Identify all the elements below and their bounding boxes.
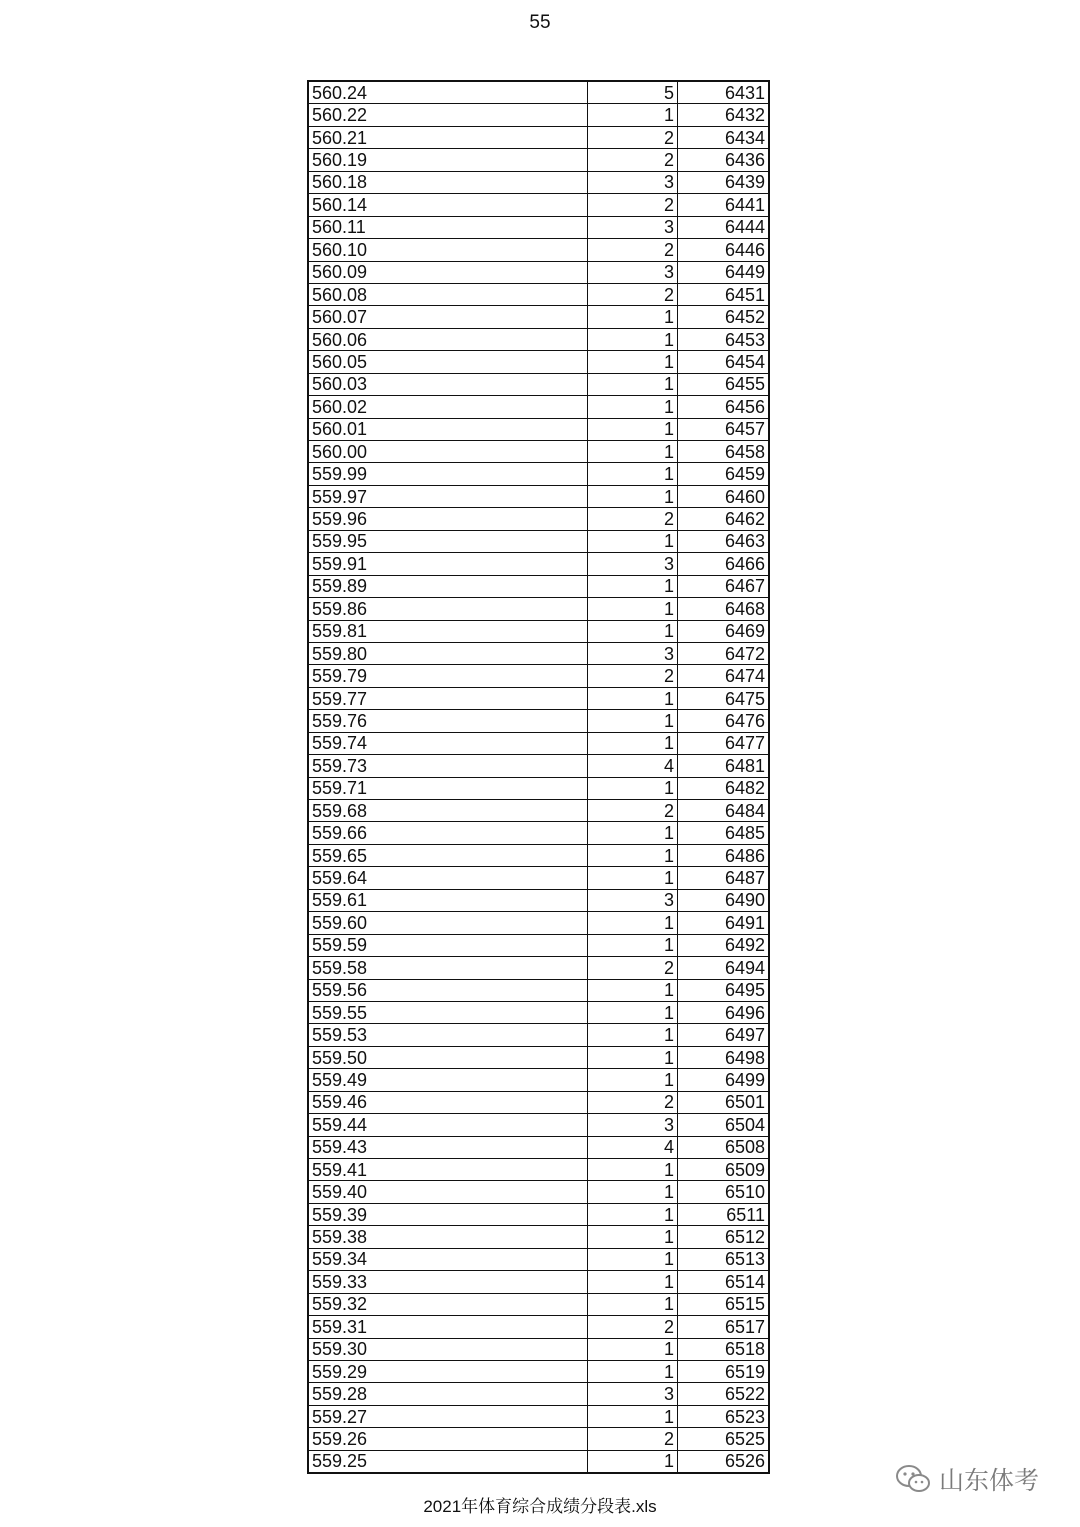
count-cell: 1 (588, 575, 678, 597)
table-row (308, 216, 769, 238)
score-cell: 559.61 (308, 889, 588, 911)
table-row (308, 1159, 769, 1181)
cumulative-cell: 6509 (678, 1159, 770, 1181)
table-row (308, 1338, 769, 1360)
count-cell: 1 (588, 396, 678, 418)
count-cell: 3 (588, 171, 678, 193)
table-row (308, 194, 769, 216)
table-row (308, 441, 769, 463)
count-cell: 1 (588, 867, 678, 889)
table-row (308, 1024, 769, 1046)
cumulative-cell: 6463 (678, 530, 770, 552)
count-cell: 3 (588, 1383, 678, 1405)
table-row (308, 598, 769, 620)
table-row (308, 1001, 769, 1023)
count-cell: 1 (588, 710, 678, 732)
table-row (308, 1316, 769, 1338)
count-cell: 2 (588, 665, 678, 687)
cumulative-cell: 6497 (678, 1024, 770, 1046)
table-row (308, 126, 769, 148)
table-row (308, 351, 769, 373)
cumulative-cell: 6490 (678, 889, 770, 911)
count-cell: 1 (588, 441, 678, 463)
score-cell: 560.07 (308, 306, 588, 328)
score-cell: 559.97 (308, 485, 588, 507)
count-cell: 1 (588, 912, 678, 934)
cumulative-cell: 6474 (678, 665, 770, 687)
score-distribution-table (307, 80, 770, 1474)
table-row (308, 1091, 769, 1113)
score-cell: 559.60 (308, 912, 588, 934)
table-row (308, 1383, 769, 1405)
table-row (308, 642, 769, 664)
count-cell: 1 (588, 979, 678, 1001)
count-cell: 1 (588, 844, 678, 866)
score-cell: 559.46 (308, 1091, 588, 1113)
score-cell: 559.39 (308, 1203, 588, 1225)
cumulative-cell: 6453 (678, 328, 770, 350)
count-cell: 1 (588, 306, 678, 328)
count-cell: 1 (588, 822, 678, 844)
count-cell: 2 (588, 239, 678, 261)
count-cell: 2 (588, 508, 678, 530)
count-cell: 1 (588, 1203, 678, 1225)
cumulative-cell: 6457 (678, 418, 770, 440)
count-cell: 1 (588, 598, 678, 620)
cumulative-cell: 6431 (678, 81, 770, 104)
score-cell: 560.11 (308, 216, 588, 238)
cumulative-cell: 6499 (678, 1069, 770, 1091)
count-cell: 1 (588, 1450, 678, 1473)
score-cell: 560.09 (308, 261, 588, 283)
table-row (308, 1069, 769, 1091)
cumulative-cell: 6477 (678, 732, 770, 754)
cumulative-cell: 6508 (678, 1136, 770, 1158)
count-cell: 1 (588, 1405, 678, 1427)
score-cell: 559.80 (308, 642, 588, 664)
cumulative-cell: 6436 (678, 149, 770, 171)
score-cell: 559.64 (308, 867, 588, 889)
score-cell: 560.21 (308, 126, 588, 148)
cumulative-cell: 6444 (678, 216, 770, 238)
table-row (308, 1114, 769, 1136)
table-row (308, 418, 769, 440)
count-cell: 2 (588, 1428, 678, 1450)
cumulative-cell: 6446 (678, 239, 770, 261)
score-cell: 559.95 (308, 530, 588, 552)
cumulative-cell: 6482 (678, 777, 770, 799)
table-row (308, 1360, 769, 1382)
cumulative-cell: 6469 (678, 620, 770, 642)
table-row (308, 575, 769, 597)
cumulative-cell: 6525 (678, 1428, 770, 1450)
score-cell: 559.53 (308, 1024, 588, 1046)
count-cell: 1 (588, 1271, 678, 1293)
table-row (308, 373, 769, 395)
score-cell: 560.06 (308, 328, 588, 350)
cumulative-cell: 6452 (678, 306, 770, 328)
score-cell: 559.77 (308, 687, 588, 709)
score-cell: 559.73 (308, 755, 588, 777)
count-cell: 2 (588, 283, 678, 305)
table-row (308, 710, 769, 732)
count-cell: 2 (588, 149, 678, 171)
count-cell: 1 (588, 485, 678, 507)
wechat-icon (895, 1464, 931, 1494)
cumulative-cell: 6487 (678, 867, 770, 889)
cumulative-cell: 6472 (678, 642, 770, 664)
cumulative-cell: 6476 (678, 710, 770, 732)
count-cell: 4 (588, 755, 678, 777)
table-row (308, 777, 769, 799)
score-cell: 559.30 (308, 1338, 588, 1360)
count-cell: 1 (588, 1226, 678, 1248)
cumulative-cell: 6441 (678, 194, 770, 216)
table-row (308, 1203, 769, 1225)
table-row (308, 1405, 769, 1427)
cumulative-cell: 6458 (678, 441, 770, 463)
count-cell: 1 (588, 418, 678, 440)
count-cell: 1 (588, 1001, 678, 1023)
cumulative-cell: 6512 (678, 1226, 770, 1248)
cumulative-cell: 6523 (678, 1405, 770, 1427)
count-cell: 1 (588, 328, 678, 350)
table-row (308, 822, 769, 844)
count-cell: 1 (588, 1181, 678, 1203)
cumulative-cell: 6495 (678, 979, 770, 1001)
table-row (308, 1248, 769, 1270)
score-cell: 560.00 (308, 441, 588, 463)
score-cell: 560.05 (308, 351, 588, 373)
cumulative-cell: 6485 (678, 822, 770, 844)
count-cell: 3 (588, 889, 678, 911)
cumulative-cell: 6513 (678, 1248, 770, 1270)
table-row (308, 957, 769, 979)
score-cell: 560.08 (308, 283, 588, 305)
table-row (308, 1271, 769, 1293)
count-cell: 1 (588, 373, 678, 395)
score-cell: 560.24 (308, 81, 588, 104)
table-row (308, 1293, 769, 1315)
cumulative-cell: 6462 (678, 508, 770, 530)
cumulative-cell: 6486 (678, 844, 770, 866)
score-cell: 559.56 (308, 979, 588, 1001)
table-row (308, 261, 769, 283)
cumulative-cell: 6522 (678, 1383, 770, 1405)
table-row (308, 1181, 769, 1203)
table-row (308, 800, 769, 822)
count-cell: 3 (588, 553, 678, 575)
cumulative-cell: 6460 (678, 485, 770, 507)
page-number: 55 (529, 12, 551, 33)
score-cell: 559.58 (308, 957, 588, 979)
table-row (308, 665, 769, 687)
score-cell: 559.34 (308, 1248, 588, 1270)
score-cell: 560.02 (308, 396, 588, 418)
score-cell: 559.74 (308, 732, 588, 754)
score-cell: 559.31 (308, 1316, 588, 1338)
count-cell: 1 (588, 687, 678, 709)
count-cell: 1 (588, 1248, 678, 1270)
score-cell: 559.65 (308, 844, 588, 866)
table-row (308, 979, 769, 1001)
score-cell: 559.76 (308, 710, 588, 732)
cumulative-cell: 6439 (678, 171, 770, 193)
count-cell: 1 (588, 934, 678, 956)
count-cell: 1 (588, 1360, 678, 1382)
cumulative-cell: 6514 (678, 1271, 770, 1293)
table-row (308, 485, 769, 507)
cumulative-cell: 6526 (678, 1450, 770, 1473)
score-cell: 559.68 (308, 800, 588, 822)
score-cell: 559.29 (308, 1360, 588, 1382)
score-cell: 559.38 (308, 1226, 588, 1248)
cumulative-cell: 6449 (678, 261, 770, 283)
score-cell: 559.55 (308, 1001, 588, 1023)
score-cell: 559.49 (308, 1069, 588, 1091)
score-cell: 559.44 (308, 1114, 588, 1136)
cumulative-cell: 6494 (678, 957, 770, 979)
table-row (308, 732, 769, 754)
score-cell: 559.25 (308, 1450, 588, 1473)
score-cell: 559.28 (308, 1383, 588, 1405)
score-cell: 559.86 (308, 598, 588, 620)
cumulative-cell: 6492 (678, 934, 770, 956)
count-cell: 2 (588, 957, 678, 979)
count-cell: 3 (588, 216, 678, 238)
score-cell: 559.66 (308, 822, 588, 844)
count-cell: 2 (588, 800, 678, 822)
count-cell: 1 (588, 351, 678, 373)
cumulative-cell: 6468 (678, 598, 770, 620)
table-row (308, 530, 769, 552)
table-row (308, 508, 769, 530)
score-cell: 559.32 (308, 1293, 588, 1315)
cumulative-cell: 6491 (678, 912, 770, 934)
table-row (308, 239, 769, 261)
score-cell: 560.19 (308, 149, 588, 171)
cumulative-cell: 6515 (678, 1293, 770, 1315)
cumulative-cell: 6456 (678, 396, 770, 418)
count-cell: 1 (588, 1338, 678, 1360)
watermark (895, 1461, 1039, 1497)
score-cell: 560.22 (308, 104, 588, 126)
table-row (308, 867, 769, 889)
count-cell: 1 (588, 732, 678, 754)
score-cell: 560.10 (308, 239, 588, 261)
count-cell: 1 (588, 530, 678, 552)
count-cell: 2 (588, 1316, 678, 1338)
cumulative-cell: 6466 (678, 553, 770, 575)
score-cell: 559.81 (308, 620, 588, 642)
score-cell: 559.50 (308, 1046, 588, 1068)
cumulative-cell: 6454 (678, 351, 770, 373)
cumulative-cell: 6501 (678, 1091, 770, 1113)
cumulative-cell: 6459 (678, 463, 770, 485)
cumulative-cell: 6455 (678, 373, 770, 395)
count-cell: 2 (588, 194, 678, 216)
table-row (308, 306, 769, 328)
table-row (308, 934, 769, 956)
table-row (308, 687, 769, 709)
table-row (308, 396, 769, 418)
score-cell: 559.41 (308, 1159, 588, 1181)
score-cell: 560.03 (308, 373, 588, 395)
score-cell: 559.96 (308, 508, 588, 530)
cumulative-cell: 6434 (678, 126, 770, 148)
cumulative-cell: 6518 (678, 1338, 770, 1360)
table-row (308, 553, 769, 575)
count-cell: 1 (588, 620, 678, 642)
table-body (308, 81, 769, 1473)
count-cell: 1 (588, 777, 678, 799)
cumulative-cell: 6467 (678, 575, 770, 597)
score-cell: 560.18 (308, 171, 588, 193)
count-cell: 1 (588, 1293, 678, 1315)
score-cell: 559.26 (308, 1428, 588, 1450)
table-row (308, 171, 769, 193)
cumulative-cell: 6475 (678, 687, 770, 709)
cumulative-cell: 6481 (678, 755, 770, 777)
score-cell: 559.99 (308, 463, 588, 485)
cumulative-cell: 6517 (678, 1316, 770, 1338)
count-cell: 1 (588, 1069, 678, 1091)
count-cell: 4 (588, 1136, 678, 1158)
table-row (308, 81, 769, 104)
score-cell: 560.14 (308, 194, 588, 216)
document-footer: 2021年体育综合成绩分段表.xls (423, 1497, 657, 1516)
count-cell: 1 (588, 463, 678, 485)
table-row (308, 1450, 769, 1473)
cumulative-cell: 6484 (678, 800, 770, 822)
score-cell: 559.27 (308, 1405, 588, 1427)
count-cell: 1 (588, 1046, 678, 1068)
cumulative-cell: 6496 (678, 1001, 770, 1023)
score-cell: 559.59 (308, 934, 588, 956)
table-row (308, 1428, 769, 1450)
score-cell: 559.33 (308, 1271, 588, 1293)
table-row (308, 620, 769, 642)
score-cell: 559.40 (308, 1181, 588, 1203)
table-row (308, 755, 769, 777)
cumulative-cell: 6519 (678, 1360, 770, 1382)
cumulative-cell: 6511 (678, 1203, 770, 1225)
table-row (308, 1226, 769, 1248)
score-cell: 559.43 (308, 1136, 588, 1158)
table-row (308, 1136, 769, 1158)
count-cell: 3 (588, 261, 678, 283)
score-cell: 559.71 (308, 777, 588, 799)
score-cell: 559.89 (308, 575, 588, 597)
cumulative-cell: 6504 (678, 1114, 770, 1136)
cumulative-cell: 6451 (678, 283, 770, 305)
count-cell: 1 (588, 1159, 678, 1181)
score-cell: 560.01 (308, 418, 588, 440)
table-row (308, 844, 769, 866)
table-row (308, 104, 769, 126)
table-row (308, 912, 769, 934)
table-row (308, 889, 769, 911)
cumulative-cell: 6432 (678, 104, 770, 126)
watermark-text: 山东体考 (939, 1466, 1040, 1495)
count-cell: 1 (588, 1024, 678, 1046)
score-cell: 559.91 (308, 553, 588, 575)
table-row (308, 283, 769, 305)
score-cell: 559.79 (308, 665, 588, 687)
count-cell: 3 (588, 1114, 678, 1136)
table-row (308, 463, 769, 485)
count-cell: 3 (588, 642, 678, 664)
count-cell: 1 (588, 104, 678, 126)
table-row (308, 149, 769, 171)
count-cell: 2 (588, 126, 678, 148)
table-row (308, 1046, 769, 1068)
count-cell: 5 (588, 81, 678, 104)
table-row (308, 328, 769, 350)
cumulative-cell: 6498 (678, 1046, 770, 1068)
count-cell: 2 (588, 1091, 678, 1113)
cumulative-cell: 6510 (678, 1181, 770, 1203)
